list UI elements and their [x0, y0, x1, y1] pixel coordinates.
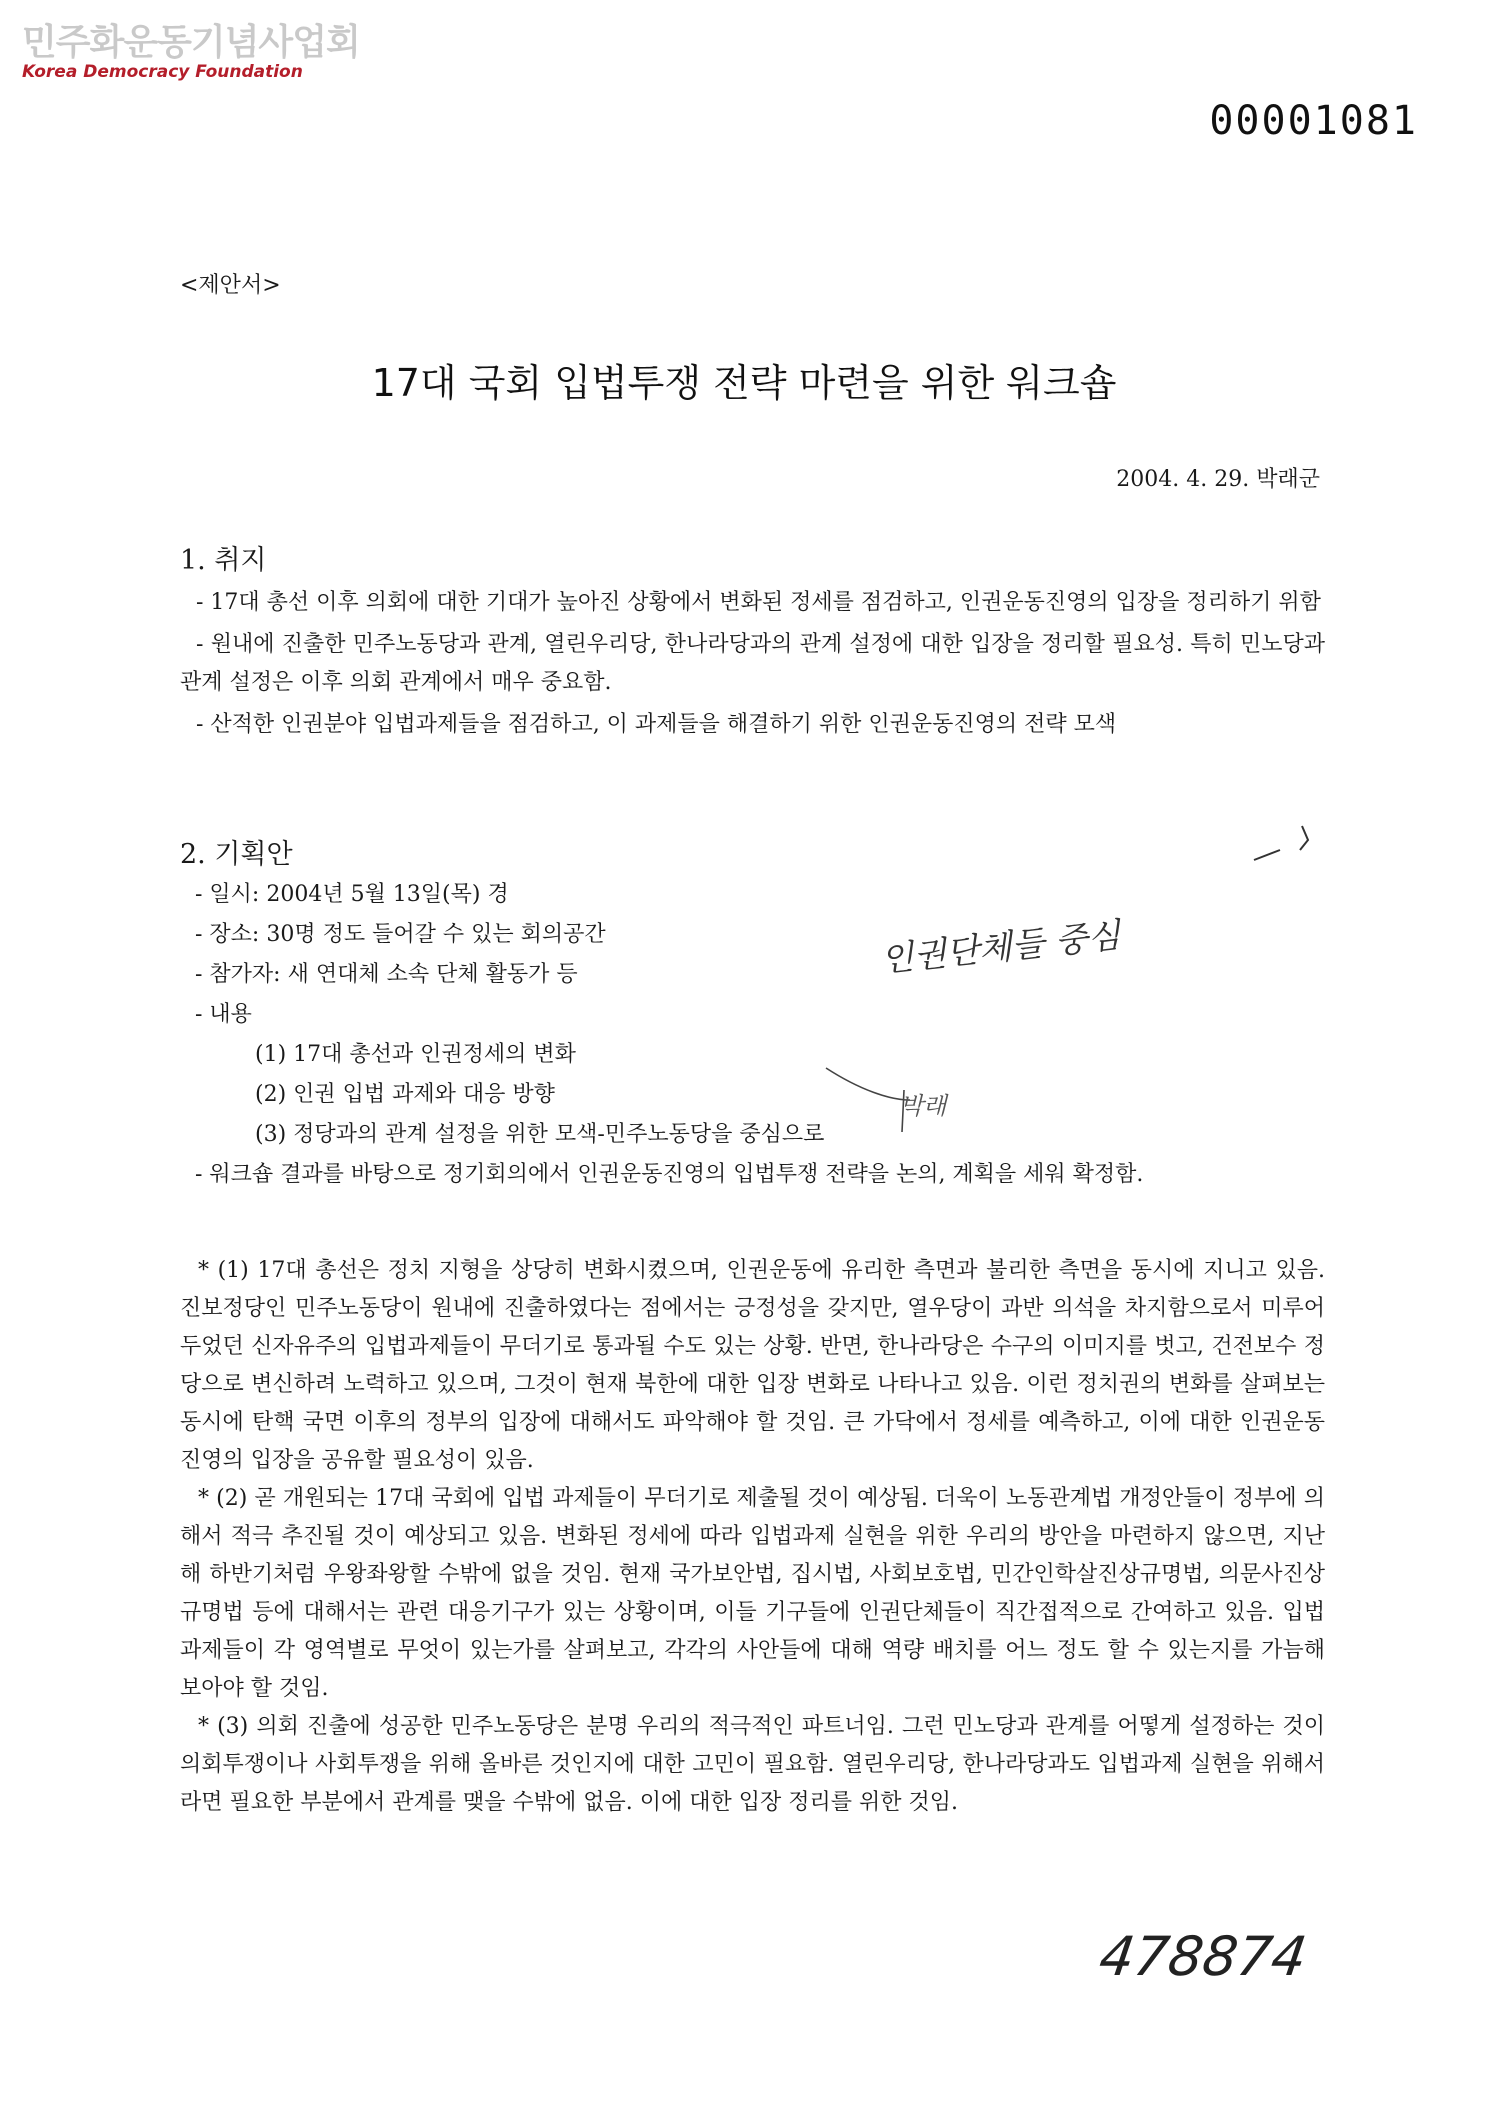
plan-item-date: - 일시: 2004년 5월 13일(목) 경 [195, 882, 509, 907]
handwritten-archive-number: 478874 [1095, 1925, 1311, 1988]
contents-item: (2) 인권 입법 과제와 대응 방향 [255, 1082, 555, 1107]
note-paragraph: * (3) 의회 진출에 성공한 민주노동당은 분명 우리의 적극적인 파트너임. 그런 민노당과 관계를 어떻게 설정하는 것이 의회투쟁이나 사회투쟁을 위해 올바른 것인지에 대한 고민이 필요함. 열린우리당, 한나라당과도 입법과제 실현을 위해서라면 필요한 부분에서 관계를 맺을 수밖에 없음. 이에 대한 입장 정리를 위한 것임. [180, 1714, 1325, 1815]
section-1-bullet: - 원내에 진출한 민주노동당과 관계, 열린우리당, 한나라당과의 관계 설정에 대한 입장을 정리할 필요성. 특히 민노당과 관계 설정은 이후 의회 관계에서 매우 중요함. [180, 632, 1325, 695]
foundation-logo-korean: 민주화운동기념사업회 [22, 22, 360, 63]
plan-item-final: - 워크숍 결과를 바탕으로 정기회의에서 인권운동진영의 입법투쟁 전략을 논의, 계획을 세워 확정함. [195, 1162, 1144, 1187]
plan-item-participants: - 참가자: 새 연대체 소속 단체 활동가 등 [195, 962, 578, 987]
contents-item: (3) 정당과의 관계 설정을 위한 모색-민주노동당을 중심으로 [255, 1122, 825, 1147]
note-paragraph: * (2) 곧 개원되는 17대 국회에 입법 과제들이 무더기로 제출될 것이 예상됨. 더욱이 노동관계법 개정안들이 정부에 의해서 적극 추진될 것이 예상되고 있음. 변화된 정세에 따라 입법과제 실현을 위한 우리의 방안을 마련하지 않으면, 지난해 하반기처럼 우왕좌왕할 수밖에 없을 것임. 현재 국가보안법, 집시법, 사회보호법, 민간인학살진상규명법, 의문사진상규명법 등에 대해서는 관련 대응기구가 있는 상황이며, 이들 기구들에 인권단체들이 직간접적으로 간여하고 있음. 입법과제들이 각 영역별로 무엇이 있는가를 살펴보고, 각각의 사안들에 대해 역량 배치를 어느 정도 할 수 있는지를 가늠해 보아야 할 것임. [180, 1486, 1325, 1701]
document-title: 17대 국회 입법투쟁 전략 마련을 위한 워크숍 [371, 361, 1117, 405]
handwritten-note: 인권단체들 중심 [878, 915, 1123, 981]
section-2-heading: 2. 기획안 [180, 839, 293, 870]
document-number: 00001081 [1209, 98, 1418, 144]
section-1-bullet: - 산적한 인권분야 입법과제들을 점검하고, 이 과제들을 해결하기 위한 인권운동진영의 전략 모색 [196, 712, 1117, 737]
document-type: <제안서> [180, 273, 281, 298]
date-author: 2004. 4. 29. 박래군 [1116, 467, 1320, 492]
note-paragraph: * (1) 17대 총선은 정치 지형을 상당히 변화시켰으며, 인권운동에 유리한 측면과 불리한 측면을 동시에 지니고 있음. 진보정당인 민주노동당이 원내에 진출하였다는 점에서는 긍정성을 갖지만, 열우당이 과반 의석을 차지함으로서 미루어 두었던 신자유주의 입법과제들이 무더기로 통과될 수도 있는 상황. 반면, 한나라당은 수구의 이미지를 벗고, 건전보수 정당으로 변신하려 노력하고 있으며, 그것이 현재 북한에 대한 입장 변화로 나타나고 있음. 이런 정치권의 변화를 살펴보는 동시에 탄핵 국면 이후의 정부의 입장에 대해서도 파악해야 할 것임. 큰 가닥에서 정세를 예측하고, 이에 대한 인권운동진영의 입장을 공유할 필요성이 있음. [180, 1258, 1325, 1473]
foundation-logo-english: Korea Democracy Foundation [22, 62, 303, 82]
handwritten-arrow-note: 박래 [900, 1092, 947, 1120]
section-1-heading: 1. 취지 [180, 545, 267, 576]
plan-item-contents: - 내용 [195, 1002, 252, 1027]
notes-block [180, 1252, 1325, 1822]
handwritten-tick-marks [1250, 820, 1330, 870]
section-1-bullet: - 17대 총선 이후 의회에 대한 기대가 높아진 상황에서 변화된 정세를 점검하고, 인권운동진영의 입장을 정리하기 위함 [196, 590, 1321, 615]
section-1-bullets [180, 584, 1325, 748]
contents-item: (1) 17대 총선과 인권정세의 변화 [255, 1042, 576, 1067]
plan-item-place: - 장소: 30명 정도 들어갈 수 있는 회의공간 [195, 922, 606, 947]
